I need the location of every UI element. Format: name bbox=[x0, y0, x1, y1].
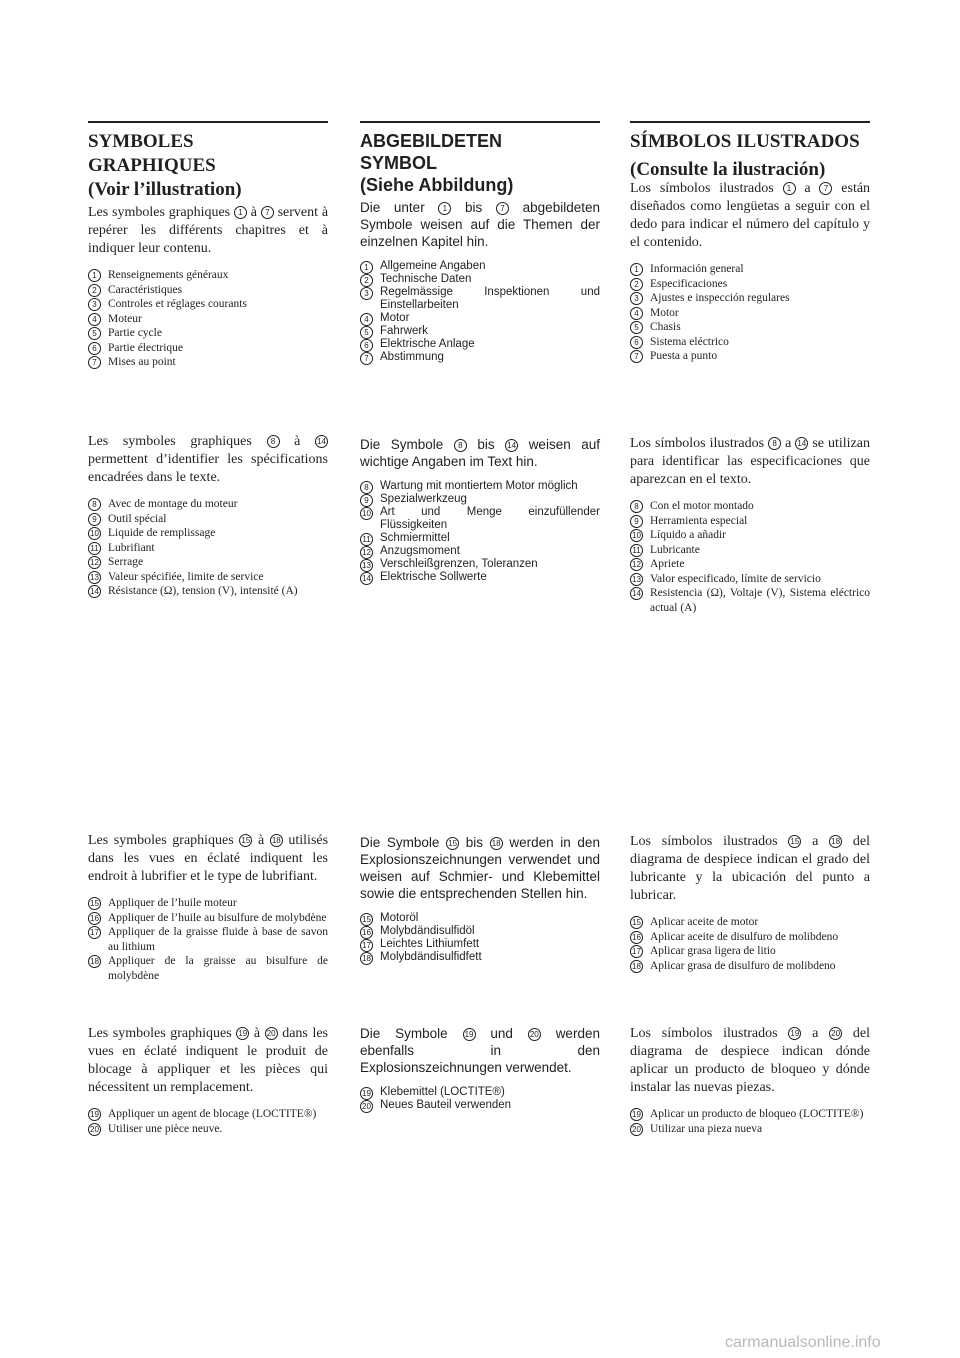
circled-number-icon: 17 bbox=[360, 939, 373, 952]
intro-text: bis bbox=[465, 200, 483, 215]
list-item bbox=[630, 277, 870, 292]
list-item-text: Especificaciones bbox=[650, 277, 728, 290]
intro-paragraph bbox=[630, 180, 870, 252]
list-item bbox=[88, 512, 328, 527]
circled-number-icon: 14 bbox=[795, 437, 808, 450]
list-item-text: Moteur bbox=[108, 312, 142, 325]
intro-text: Los símbolos ilustrados bbox=[630, 834, 778, 849]
circled-number-icon: 7 bbox=[360, 352, 373, 365]
circled-number-icon: 15 bbox=[239, 834, 252, 847]
circled-number-icon: 9 bbox=[88, 513, 101, 526]
intro-text: del diagrama de despiece indican dónde aplicar un producto de bloqueo y dónde instalar las nuevas piezas. bbox=[630, 1026, 871, 1095]
list-item-text: Klebemittel (LOCTITE®) bbox=[380, 1086, 505, 1098]
intro-text: dans les vues en éclaté indiquent le produit de blocage à appliquer et les pièces qui nécessitent un remplacement. bbox=[88, 1026, 329, 1095]
list-item-text: Partie cycle bbox=[108, 327, 162, 339]
list-item-text: Utiliser une pièce neuve. bbox=[108, 1122, 223, 1135]
intro-paragraph bbox=[360, 1025, 600, 1076]
intro-text: del diagrama de despiece indican el grado del lubricante y la ubicación del punto a lubricar. bbox=[630, 834, 871, 903]
circled-number-icon: 1 bbox=[783, 182, 796, 195]
list-item bbox=[88, 1107, 328, 1122]
list-item bbox=[88, 925, 328, 954]
intro-text: werden in den Explosionszeichnungen verwendet und weisen auf Schmier- und Klebemittel sowie die entsprechenden Stellen hin. bbox=[360, 835, 600, 901]
list-item bbox=[630, 586, 870, 615]
list-item bbox=[360, 938, 600, 951]
list-item bbox=[88, 570, 328, 585]
circled-number-icon: 9 bbox=[360, 494, 373, 507]
list-item-text: Utilizar una pieza nueva bbox=[650, 1122, 763, 1135]
section-es-2 bbox=[630, 435, 870, 615]
title-line-3: (Voir l’illustration) bbox=[88, 179, 242, 200]
circled-number-icon: 5 bbox=[360, 326, 373, 339]
list-item-text: Leichtes Lithiumfett bbox=[380, 938, 480, 950]
symbol-list bbox=[630, 262, 870, 364]
intro-text: Los símbolos ilustrados bbox=[630, 436, 765, 451]
circled-number-icon: 19 bbox=[463, 1028, 476, 1041]
intro-text: weisen auf wichtige Angaben im Text hin. bbox=[360, 437, 600, 469]
list-item-text: Neues Bauteil verwenden bbox=[380, 1099, 512, 1111]
list-item bbox=[88, 312, 328, 327]
list-item-text: Aplicar aceite de motor bbox=[650, 916, 759, 928]
symbol-list bbox=[360, 912, 600, 964]
intro-paragraph bbox=[88, 433, 328, 487]
circled-number-icon: 1 bbox=[88, 269, 101, 282]
list-item bbox=[88, 1122, 328, 1137]
intro-text: und bbox=[490, 1026, 513, 1041]
list-item bbox=[88, 954, 328, 983]
intro-text: Les symboles graphiques bbox=[88, 833, 234, 848]
symbol-list bbox=[630, 1107, 870, 1136]
circled-number-icon: 4 bbox=[360, 313, 373, 326]
list-item bbox=[360, 912, 600, 925]
list-item-text: Allgemeine Angaben bbox=[380, 260, 486, 272]
list-item bbox=[360, 351, 600, 364]
list-item bbox=[360, 1086, 600, 1099]
list-item-text: Partie électrique bbox=[108, 341, 184, 354]
circled-number-icon: 19 bbox=[630, 1108, 643, 1121]
title-line-3: (Siehe Abbildung) bbox=[360, 175, 514, 195]
list-item-text: Aplicar un producto de bloqueo (LOCTITE®) bbox=[650, 1108, 864, 1120]
circled-number-icon: 7 bbox=[819, 182, 832, 195]
list-item-text: Resistencia (Ω), Voltaje (V), Sistema eléctrico actual (A) bbox=[650, 587, 870, 614]
circled-number-icon: 20 bbox=[528, 1028, 541, 1041]
intro-paragraph bbox=[88, 204, 328, 258]
list-item-text: Motor bbox=[650, 306, 679, 319]
intro-text: Les symboles graphiques bbox=[88, 1026, 232, 1041]
list-item-text: Valor especificado, límite de servicio bbox=[650, 572, 821, 585]
intro-text: servent à repérer les différents chapitres et à indiquer leur contenu. bbox=[88, 205, 329, 256]
symbol-list bbox=[88, 497, 328, 599]
circled-number-icon: 7 bbox=[88, 356, 101, 369]
column-rule-fr bbox=[88, 121, 328, 123]
circled-number-icon: 15 bbox=[360, 913, 373, 926]
title-line-1: SYMBOLES bbox=[88, 131, 194, 152]
intro-text: abgebildeten Symbole weisen auf die Themen der einzelnen Kapitel hin. bbox=[360, 200, 600, 249]
section-de-2 bbox=[360, 436, 600, 584]
circled-number-icon: 16 bbox=[360, 926, 373, 939]
list-item-text: Herramienta especial bbox=[650, 514, 748, 527]
circled-number-icon: 14 bbox=[315, 435, 328, 448]
list-item bbox=[88, 526, 328, 541]
list-item bbox=[360, 1099, 600, 1112]
circled-number-icon: 2 bbox=[88, 284, 101, 297]
circled-number-icon: 13 bbox=[630, 573, 643, 586]
list-item bbox=[360, 571, 600, 584]
intro-paragraph bbox=[360, 834, 600, 902]
list-item-text: Molybdändisulfidfett bbox=[380, 951, 482, 963]
circled-number-icon: 11 bbox=[88, 542, 101, 555]
list-item-text: Appliquer de la graisse au bisulfure de molybdène bbox=[108, 955, 328, 982]
intro-text: a bbox=[804, 181, 811, 196]
intro-text: Die Symbole bbox=[360, 835, 440, 850]
section-de-4 bbox=[360, 1025, 600, 1112]
list-item-text: Appliquer de la graisse fluide à base de savon au lithium bbox=[108, 926, 328, 953]
list-item-text: Schmiermittel bbox=[380, 532, 450, 544]
circled-number-icon: 6 bbox=[88, 342, 101, 355]
list-item-text: Serrage bbox=[108, 556, 144, 568]
circled-number-icon: 8 bbox=[360, 481, 373, 494]
circled-number-icon: 12 bbox=[88, 556, 101, 569]
list-item-text: Lubrifiant bbox=[108, 541, 155, 554]
title-line-2: (Consulte la ilustración) bbox=[630, 159, 826, 180]
symbol-list bbox=[630, 499, 870, 615]
list-item bbox=[630, 528, 870, 543]
list-item bbox=[630, 915, 870, 930]
list-item-text: Résistance (Ω), tension (V), intensité (A) bbox=[108, 585, 298, 597]
intro-paragraph bbox=[88, 832, 328, 886]
list-item-text: Caractéristiques bbox=[108, 283, 183, 296]
circled-number-icon: 19 bbox=[88, 1108, 101, 1121]
list-item bbox=[88, 341, 328, 356]
list-item-text: Mises au point bbox=[108, 356, 176, 368]
list-item-text: Verschleißgrenzen, Toleranzen bbox=[380, 558, 538, 570]
list-item-text: Elektrische Anlage bbox=[380, 338, 475, 350]
list-item bbox=[630, 944, 870, 959]
list-item-text: Líquido a añadir bbox=[650, 529, 727, 541]
section-es-4 bbox=[630, 1025, 870, 1136]
circled-number-icon: 18 bbox=[360, 952, 373, 965]
list-item bbox=[360, 532, 600, 545]
list-item-text: Apriete bbox=[650, 558, 685, 570]
list-item bbox=[360, 325, 600, 338]
list-item-text: Ajustes e inspección regulares bbox=[650, 292, 790, 304]
circled-number-icon: 10 bbox=[630, 529, 643, 542]
column-fr bbox=[88, 130, 328, 202]
intro-text: Les symboles graphiques bbox=[88, 205, 231, 220]
section-es-3 bbox=[630, 833, 870, 973]
intro-text: à bbox=[257, 833, 265, 848]
circled-number-icon: 15 bbox=[88, 897, 101, 910]
circled-number-icon: 20 bbox=[88, 1123, 101, 1136]
symbol-list bbox=[88, 896, 328, 983]
symbol-list bbox=[360, 260, 600, 364]
section-fr-3 bbox=[88, 832, 328, 983]
circled-number-icon: 16 bbox=[88, 912, 101, 925]
list-item bbox=[630, 349, 870, 364]
circled-number-icon: 1 bbox=[630, 263, 643, 276]
list-item bbox=[630, 306, 870, 321]
circled-number-icon: 3 bbox=[360, 287, 373, 300]
list-item bbox=[360, 338, 600, 351]
list-item-text: Art und Menge einzufüllender Flüssigkeiten bbox=[380, 506, 600, 531]
circled-number-icon: 12 bbox=[630, 558, 643, 571]
list-item bbox=[88, 584, 328, 599]
list-item-text: Con el motor montado bbox=[650, 500, 754, 512]
circled-number-icon: 15 bbox=[630, 916, 643, 929]
circled-number-icon: 1 bbox=[360, 261, 373, 274]
list-item-text: Appliquer un agent de blocage (LOCTITE®) bbox=[108, 1108, 317, 1120]
circled-number-icon: 4 bbox=[88, 313, 101, 326]
section-es-1 bbox=[630, 180, 870, 364]
circled-number-icon: 18 bbox=[490, 837, 503, 850]
intro-text: bis bbox=[465, 835, 484, 850]
circled-number-icon: 20 bbox=[630, 1123, 643, 1136]
circled-number-icon: 1 bbox=[438, 202, 451, 215]
list-item bbox=[88, 497, 328, 512]
circled-number-icon: 18 bbox=[270, 834, 283, 847]
list-item bbox=[88, 896, 328, 911]
title-line-1: ABGEBILDETEN bbox=[360, 131, 503, 151]
circled-number-icon: 18 bbox=[630, 960, 643, 973]
list-item bbox=[630, 1107, 870, 1122]
circled-number-icon: 13 bbox=[88, 571, 101, 584]
list-item-text: Anzugsmoment bbox=[380, 545, 460, 557]
circled-number-icon: 12 bbox=[360, 546, 373, 559]
intro-text: à bbox=[294, 434, 301, 449]
intro-paragraph bbox=[88, 1025, 328, 1097]
list-item bbox=[88, 355, 328, 370]
list-item bbox=[88, 911, 328, 926]
intro-text: Die unter bbox=[360, 200, 425, 215]
circled-number-icon: 3 bbox=[88, 298, 101, 311]
circled-number-icon: 13 bbox=[360, 559, 373, 572]
list-item bbox=[360, 506, 600, 532]
section-de-1 bbox=[360, 199, 600, 364]
circled-number-icon: 8 bbox=[630, 500, 643, 513]
list-item-text: Regelmässige Inspektionen und Einstellarbeiten bbox=[380, 286, 600, 311]
list-item bbox=[360, 286, 600, 312]
list-item-text: Appliquer de l’huile moteur bbox=[108, 897, 237, 909]
circled-number-icon: 4 bbox=[630, 307, 643, 320]
circled-number-icon: 8 bbox=[88, 498, 101, 511]
list-item bbox=[630, 262, 870, 277]
list-item bbox=[88, 541, 328, 556]
list-item-text: Aplicar aceite de disulfuro de molibdeno bbox=[650, 930, 839, 943]
intro-text: à bbox=[250, 205, 257, 220]
column-es bbox=[630, 130, 870, 182]
symbol-list bbox=[360, 480, 600, 584]
list-item-text: Spezialwerkzeug bbox=[380, 493, 467, 505]
list-item-text: Molybdändisulfidöl bbox=[380, 925, 475, 937]
circled-number-icon: 17 bbox=[630, 945, 643, 958]
intro-paragraph bbox=[630, 833, 870, 905]
intro-text: a bbox=[812, 1026, 819, 1041]
circled-number-icon: 2 bbox=[360, 274, 373, 287]
circled-number-icon: 7 bbox=[496, 202, 509, 215]
intro-text: permettent d’identifier les spécifications encadrées dans le texte. bbox=[88, 452, 328, 485]
column-rule-es bbox=[630, 121, 870, 123]
circled-number-icon: 15 bbox=[446, 837, 459, 850]
list-item-text: Motor bbox=[380, 312, 410, 324]
list-item-text: Liquide de remplissage bbox=[108, 527, 216, 539]
circled-number-icon: 8 bbox=[454, 439, 467, 452]
intro-text: à bbox=[253, 1026, 261, 1041]
circled-number-icon: 20 bbox=[829, 1027, 842, 1040]
circled-number-icon: 20 bbox=[360, 1100, 373, 1113]
circled-number-icon: 14 bbox=[630, 587, 643, 600]
list-item-text: Outil spécial bbox=[108, 512, 167, 525]
intro-paragraph bbox=[630, 435, 870, 489]
circled-number-icon: 7 bbox=[261, 206, 274, 219]
list-item bbox=[360, 493, 600, 506]
circled-number-icon: 9 bbox=[630, 515, 643, 528]
list-item-text: Sistema eléctrico bbox=[650, 335, 729, 348]
list-item bbox=[630, 499, 870, 514]
intro-text: Los símbolos ilustrados bbox=[630, 1026, 778, 1041]
list-item bbox=[630, 930, 870, 945]
list-item-text: Aplicar grasa ligera de litio bbox=[650, 945, 776, 957]
intro-text: bis bbox=[477, 437, 495, 452]
list-item bbox=[360, 480, 600, 493]
circled-number-icon: 16 bbox=[630, 931, 643, 944]
intro-text: Les symboles graphiques bbox=[88, 434, 252, 449]
list-item bbox=[360, 260, 600, 273]
symbol-list bbox=[88, 1107, 328, 1136]
circled-number-icon: 11 bbox=[360, 533, 373, 546]
title-line-2: SYMBOL bbox=[360, 153, 438, 173]
list-item-text: Fahrwerk bbox=[380, 325, 428, 337]
intro-text: están diseñados como lengüetas a seguir con el dedo para indicar el número del capítulo y el contenido. bbox=[630, 181, 871, 250]
section-fr-4 bbox=[88, 1025, 328, 1136]
intro-paragraph bbox=[630, 1025, 870, 1097]
list-item-text: Valeur spécifiée, limite de service bbox=[108, 570, 264, 583]
circled-number-icon: 18 bbox=[829, 835, 842, 848]
list-item-text: Renseignements généraux bbox=[108, 269, 229, 281]
title-line-1: SÍMBOLOS ILUSTRADOS bbox=[630, 131, 860, 152]
list-item-text: Aplicar grasa de disulfuro de molibdeno bbox=[650, 959, 836, 972]
column-de bbox=[360, 130, 600, 196]
symbol-list bbox=[630, 915, 870, 973]
circled-number-icon: 18 bbox=[88, 955, 101, 968]
symbol-list bbox=[88, 268, 328, 370]
list-item-text: Controles et réglages courants bbox=[108, 298, 247, 310]
intro-text: se utilizan para identificar las especificaciones que aparezcan en el texto. bbox=[630, 436, 870, 487]
list-item bbox=[360, 951, 600, 964]
intro-paragraph bbox=[360, 436, 600, 470]
list-item bbox=[630, 557, 870, 572]
circled-number-icon: 19 bbox=[788, 1027, 801, 1040]
list-item bbox=[360, 545, 600, 558]
list-item-text: Chasis bbox=[650, 321, 681, 333]
section-de-3 bbox=[360, 834, 600, 964]
circled-number-icon: 17 bbox=[88, 926, 101, 939]
list-item bbox=[630, 514, 870, 529]
circled-number-icon: 19 bbox=[360, 1087, 373, 1100]
list-item-text: Appliquer de l’huile au bisulfure de molybdène bbox=[108, 911, 327, 924]
intro-text: Die Symbole bbox=[360, 437, 444, 452]
circled-number-icon: 8 bbox=[267, 435, 280, 448]
list-item bbox=[88, 326, 328, 341]
circled-number-icon: 5 bbox=[630, 321, 643, 334]
section-fr-1 bbox=[88, 204, 328, 370]
section-fr-2 bbox=[88, 433, 328, 599]
list-item bbox=[630, 572, 870, 587]
circled-number-icon: 14 bbox=[360, 572, 373, 585]
list-item bbox=[360, 273, 600, 286]
circled-number-icon: 14 bbox=[505, 439, 518, 452]
list-item bbox=[88, 283, 328, 298]
list-item bbox=[360, 312, 600, 325]
list-item bbox=[88, 268, 328, 283]
circled-number-icon: 14 bbox=[88, 585, 101, 598]
title-line-2: GRAPHIQUES bbox=[88, 155, 216, 176]
circled-number-icon: 8 bbox=[768, 437, 781, 450]
intro-text: a bbox=[812, 834, 819, 849]
list-item bbox=[630, 959, 870, 974]
list-item-text: Puesta a punto bbox=[650, 350, 718, 362]
list-item-text: Avec de montage du moteur bbox=[108, 498, 238, 510]
list-item-text: Technische Daten bbox=[380, 273, 472, 285]
list-item-text: Elektrische Sollwerte bbox=[380, 571, 487, 583]
circled-number-icon: 15 bbox=[788, 835, 801, 848]
list-item-text: Wartung mit montiertem Motor möglich bbox=[380, 480, 578, 492]
list-item bbox=[630, 335, 870, 350]
list-item bbox=[630, 291, 870, 306]
intro-text: a bbox=[785, 436, 792, 451]
circled-number-icon: 10 bbox=[360, 507, 373, 520]
circled-number-icon: 6 bbox=[630, 336, 643, 349]
list-item-text: Lubricante bbox=[650, 543, 700, 556]
intro-text: utilisés dans les vues en éclaté indiquent les endroit à lubrifier et le type de lubrifiant. bbox=[88, 833, 329, 884]
list-item bbox=[360, 558, 600, 571]
circled-number-icon: 6 bbox=[360, 339, 373, 352]
list-item bbox=[630, 320, 870, 335]
watermark: carmanualsonline.info bbox=[725, 1334, 881, 1351]
list-item-text: Información general bbox=[650, 263, 744, 275]
circled-number-icon: 10 bbox=[88, 527, 101, 540]
circled-number-icon: 3 bbox=[630, 292, 643, 305]
list-item bbox=[630, 1122, 870, 1137]
list-item bbox=[630, 543, 870, 558]
symbol-list bbox=[360, 1086, 600, 1112]
list-item bbox=[360, 925, 600, 938]
circled-number-icon: 7 bbox=[630, 350, 643, 363]
column-rule-de bbox=[360, 121, 600, 123]
intro-paragraph bbox=[360, 199, 600, 250]
list-item bbox=[88, 555, 328, 570]
list-item-text: Abstimmung bbox=[380, 351, 444, 363]
circled-number-icon: 5 bbox=[88, 327, 101, 340]
intro-text: werden ebenfalls in den Explosionszeichnungen verwendet. bbox=[360, 1026, 600, 1075]
circled-number-icon: 20 bbox=[265, 1027, 278, 1040]
intro-text: Die Symbole bbox=[360, 1026, 448, 1041]
circled-number-icon: 11 bbox=[630, 544, 643, 557]
intro-text: Los símbolos ilustrados bbox=[630, 181, 774, 196]
circled-number-icon: 19 bbox=[236, 1027, 249, 1040]
list-item bbox=[88, 297, 328, 312]
list-item-text: Motoröl bbox=[380, 912, 419, 924]
circled-number-icon: 2 bbox=[630, 278, 643, 291]
circled-number-icon: 1 bbox=[234, 206, 247, 219]
